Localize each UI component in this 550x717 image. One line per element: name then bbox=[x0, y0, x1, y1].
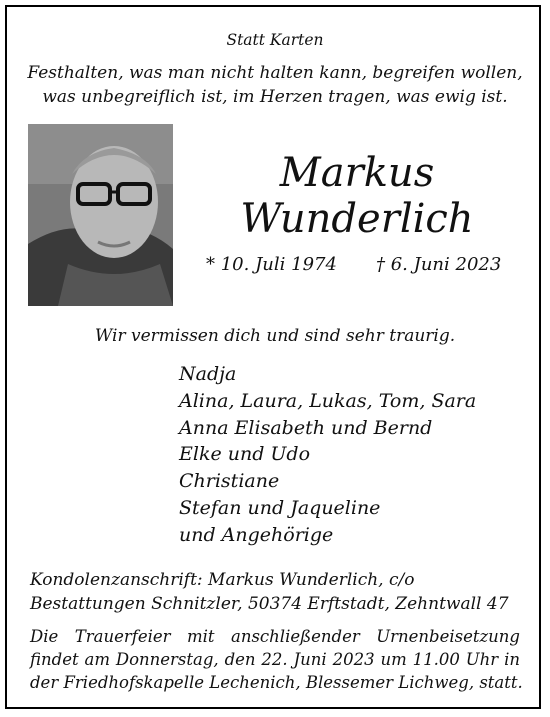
condolence-address-line-1: Kondolenzanschrift: Markus Wunderlich, c/o bbox=[30, 570, 415, 590]
birth-date: * 10. Juli 1974 bbox=[206, 254, 337, 275]
condolence-address-line-2: Bestattungen Schnitzler, 50374 Erftstadt, Zehntwall 47 bbox=[30, 594, 509, 614]
mourner-name: Nadja bbox=[179, 363, 237, 385]
mourner-name: Anna Elisabeth und Bernd bbox=[179, 417, 433, 439]
portrait-photo bbox=[28, 124, 173, 306]
mourner-name: Christiane bbox=[179, 470, 280, 492]
funeral-info-line-3: der Friedhofskapelle Lechenich, Blessemer Lichweg, statt. bbox=[30, 673, 523, 692]
mourner-name: Alina, Laura, Lukas, Tom, Sara bbox=[179, 390, 477, 412]
mourner-name: Stefan und Jaqueline bbox=[179, 497, 381, 519]
mourner-name: und Angehörige bbox=[179, 524, 334, 546]
funeral-info-line-2: findet am Donnerstag, den 22. Juni 2023 um 11.00 Uhr in bbox=[30, 650, 520, 669]
mourner-name: Elke und Udo bbox=[179, 443, 311, 465]
death-date: † 6. Juni 2023 bbox=[376, 254, 502, 275]
miss-line: Wir vermissen dich und sind sehr traurig. bbox=[94, 326, 456, 346]
deceased-first-name: Markus bbox=[279, 150, 435, 196]
intro-text: Statt Karten bbox=[226, 31, 324, 49]
quote-line-1: Festhalten, was man nicht halten kann, begreifen wollen, bbox=[27, 63, 523, 83]
deceased-last-name: Wunderlich bbox=[240, 196, 474, 242]
quote-line-2: was unbegreiflich ist, im Herzen tragen, was ewig ist. bbox=[42, 87, 508, 107]
funeral-info-line-1: Die Trauerfeier mit anschließender Urnenbeisetzung bbox=[30, 627, 520, 646]
